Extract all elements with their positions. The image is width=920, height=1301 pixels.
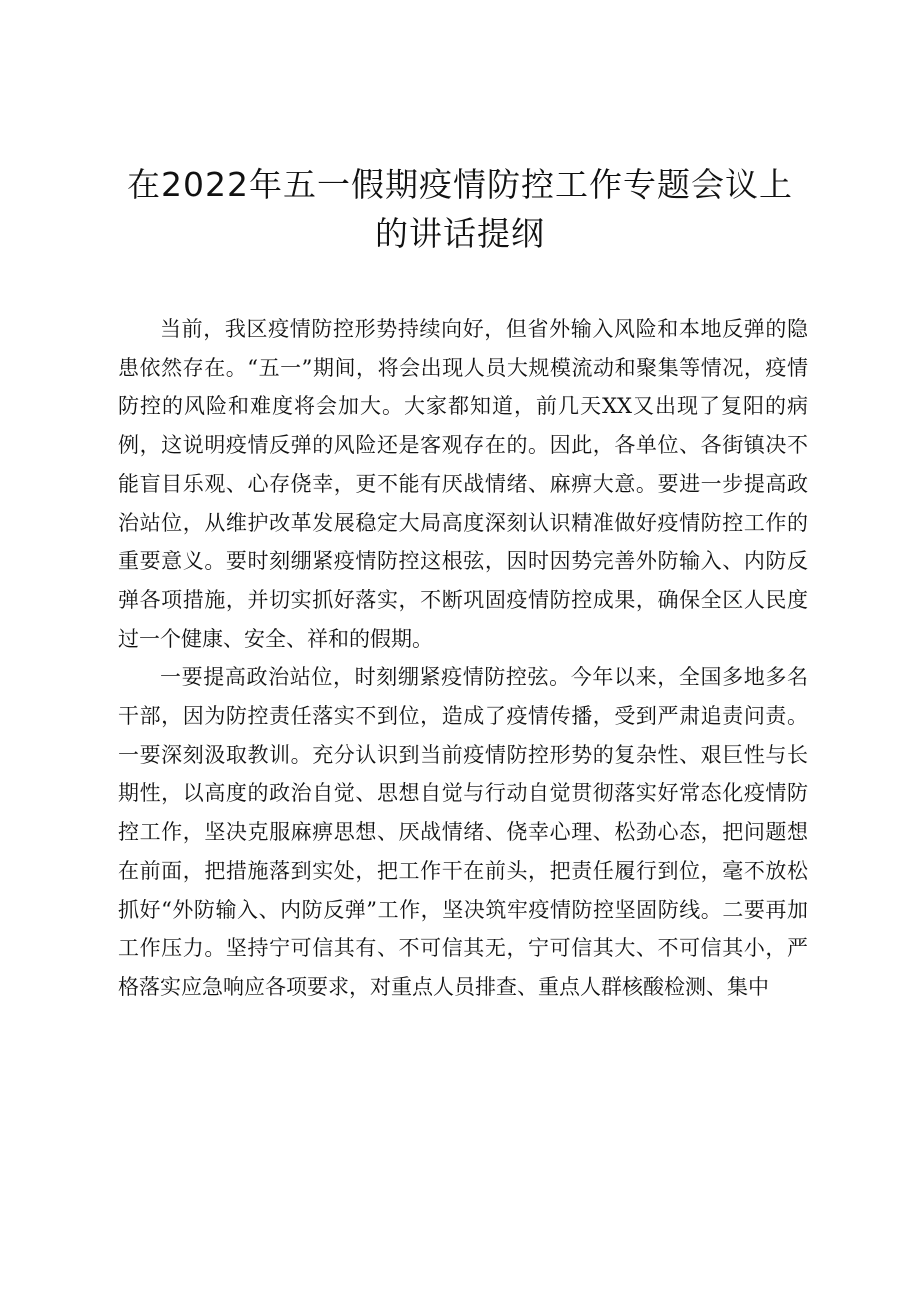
title-line-2: 的讲话提纲 — [375, 214, 545, 253]
document-title — [100, 160, 820, 258]
body-paragraph-2: 一要提高政治站位，时刻绷紧疫情防控弦。今年以来，全国多地多名干部，因为防控责任落实不到位，造成了疫情传播，受到严肃追责问责。一要深刻汲取教训。充分认识到当前疫情防控形势的复杂性、艰巨性与长期性，以高度的政治自觉、思想自觉与行动自觉贯彻落实好常态化疫情防控工作，坚决克服麻痹思想、厌战情绪、侥幸心理、松劲心态，把问题想在前面，把措施落到实处，把工作干在前头，把责任履行到位，毫不放松抓好“外防输入、内防反弹”工作，坚决筑牢疫情防控坚固防线。二要再加工作压力。坚持宁可信其有、不可信其无，宁可信其大、不可信其小，严格落实应急响应各项要求，对重点人员排查、重点人群核酸检测、集中 — [118, 665, 808, 999]
document-body — [118, 310, 808, 1007]
body-paragraph-1: 当前，我区疫情防控形势持续向好，但省外输入风险和本地反弹的隐患依然存在。“五一”期间，将会出现人员大规模流动和聚集等情况，疫情防控的风险和难度将会加大。大家都知道，前几天XX又出现了复阳的病例，这说明疫情反弹的风险还是客观存在的。因此，各单位、各街镇决不能盲目乐观、心存侥幸，更不能有厌战情绪、麻痹大意。要进一步提高政治站位，从维护改革发展稳定大局高度深刻认识精准做好疫情防控工作的重要意义。要时刻绷紧疫情防控这根弦，因时因势完善外防输入、内防反弹各项措施，并切实抓好落实，不断巩固疫情防控成果，确保全区人民度过一个健康、安全、祥和的假期。 — [118, 317, 808, 651]
title-line-1: 在2022年五一假期疫情防控工作专题会议上 — [127, 165, 793, 204]
